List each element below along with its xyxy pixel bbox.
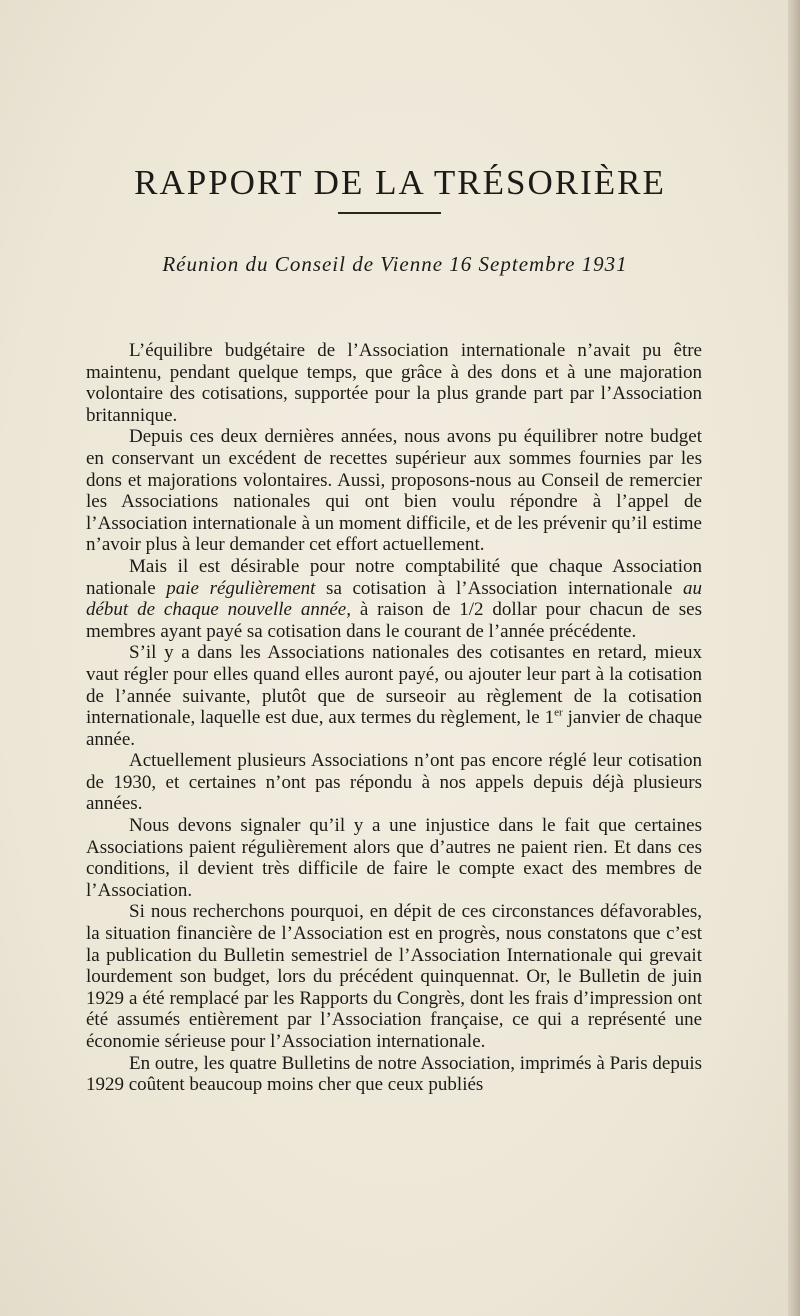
paragraph-4 xyxy=(86,642,702,750)
paragraph-3-text: Mais il est désirable pour notre comptabilité que chaque Association nationale xyxy=(86,555,702,599)
report-body xyxy=(86,340,702,1096)
paragraph-5: Actuellement plusieurs Associations n’ont pas encore réglé leur cotisation de 1930, et certaines n’ont pas répondu à nos appels depuis déjà plusieurs années. xyxy=(86,750,702,815)
page-title: RAPPORT DE LA TRÉSORIÈRE xyxy=(134,163,666,202)
paragraph-4-text: S’il y a dans les Associations nationales des cotisantes en retard, mieux vaut régler pour elles quand elles auront payé, ou ajouter leur part à la cotisation de l’année suivante, plutôt que de surseoir au règlement de la cotisation internationale, laquelle est due, aux termes du règlement, le 1 xyxy=(86,642,702,729)
paragraph-7: Si nous recherchons pourquoi, en dépit de ces circonstances défavorables, la situation financière de l’Association est en progrès, nous constatons que c’est la publication du Bulletin semestriel de l’Association Internationale qui grevait lourdement son budget, lors du précédent quinquennat. Or, le Bulletin de juin 1929 a été remplacé par les Rapports du Congrès, dont les frais d’impression ont été assumés entièrement par l’Association française, ce qui a représenté une économie sérieuse pour l’Association internationale. xyxy=(86,901,702,1052)
paragraph-8: En outre, les quatre Bulletins de notre Association, imprimés à Paris depuis 1929 coûtent beaucoup moins cher que ceux publiés xyxy=(86,1052,702,1096)
paragraph-3-text: à raison de 1/2 dollar pour chacun de ses membres ayant payé sa cotisation dans le courant de l’année précédente. xyxy=(86,599,703,642)
emphasis-paie-regulierement: paie régulièrement xyxy=(166,577,316,599)
meeting-subtitle: Réunion du Conseil de Vienne 16 Septembre 1931 xyxy=(162,252,628,276)
paragraph-4-text: janvier de chaque année. xyxy=(86,707,703,750)
paragraph-6: Nous devons signaler qu’il y a une injustice dans le fait que certaines Associations paient régulièrement alors que d’autres ne paient rien. Et dans ces conditions, il devient très difficile de faire le compte exact des membres de l’Association. xyxy=(86,815,702,901)
title-divider xyxy=(338,212,441,214)
paragraph-2: Depuis ces deux dernières années, nous avons pu équilibrer notre budget en conservant un excédent de recettes supérieur aux sommes fournies par les dons et majorations volontaires. Aussi, proposons-nous au Conseil de remercier les Associations nationales qui ont bien voulu répondre à l’appel de l’Association internationale à un moment difficile, et de les prévenir qu’il estime n’avoir plus à leur demander cet effort actuellement. xyxy=(86,426,702,556)
emphasis-debut-annee: au début de chaque nouvelle année, xyxy=(86,577,702,621)
paragraph-3 xyxy=(86,556,702,642)
ordinal-superscript: er xyxy=(554,706,563,719)
paragraph-3-text: sa cotisation à l’Association internationale xyxy=(315,577,683,599)
paragraph-1: L’équilibre budgétaire de l’Association internationale n’avait pu être maintenu, pendant quelque temps, que grâce à des dons et à une majoration volontaire des cotisations, supportée pour la plus grande part par l’Association britannique. xyxy=(86,340,702,426)
